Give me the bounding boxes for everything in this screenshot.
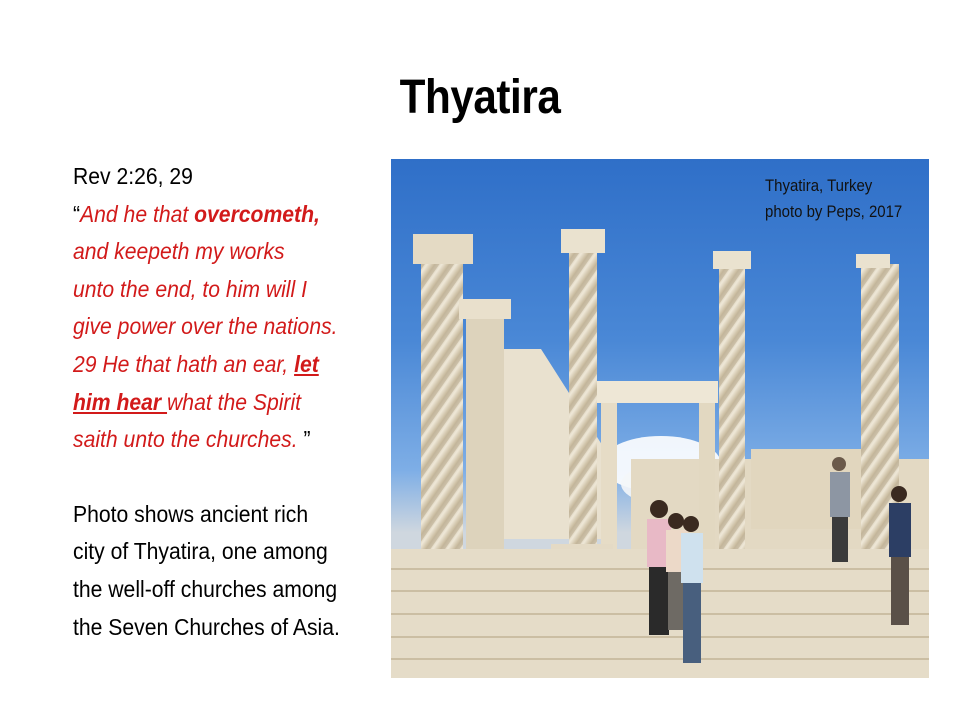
verse-line-1: “And he that overcometh, <box>73 200 320 227</box>
verse-line-4: give power over the nations. <box>73 313 338 340</box>
description-line-4: the Seven Churches of Asia. <box>73 613 340 640</box>
description-line-3: the well-off churches among <box>73 575 338 602</box>
text-block <box>73 158 383 646</box>
verse-reference: Rev 2:26, 29 <box>73 163 193 189</box>
description-line-1: Photo shows ancient rich <box>73 500 309 527</box>
photo-caption-line-2: photo by Peps, 2017 <box>765 202 903 221</box>
verse-line-3: unto the end, to him will I <box>73 275 307 302</box>
description-line-2: city of Thyatira, one among <box>73 538 328 565</box>
ruins-illustration <box>391 159 929 678</box>
slide-title: Thyatira <box>399 71 561 124</box>
verse-line-5: 29 He that hath an ear, let <box>73 350 319 377</box>
verse-line-7: saith unto the churches. ” <box>73 426 311 453</box>
ruins-photo <box>391 159 929 678</box>
column-left <box>413 234 473 554</box>
verse-line-2: and keepeth my works <box>73 238 285 265</box>
photo-caption-line-1: Thyatira, Turkey <box>765 176 873 195</box>
verse-line-6: him hear what the Spirit <box>73 388 302 415</box>
photo-caption <box>765 173 902 225</box>
